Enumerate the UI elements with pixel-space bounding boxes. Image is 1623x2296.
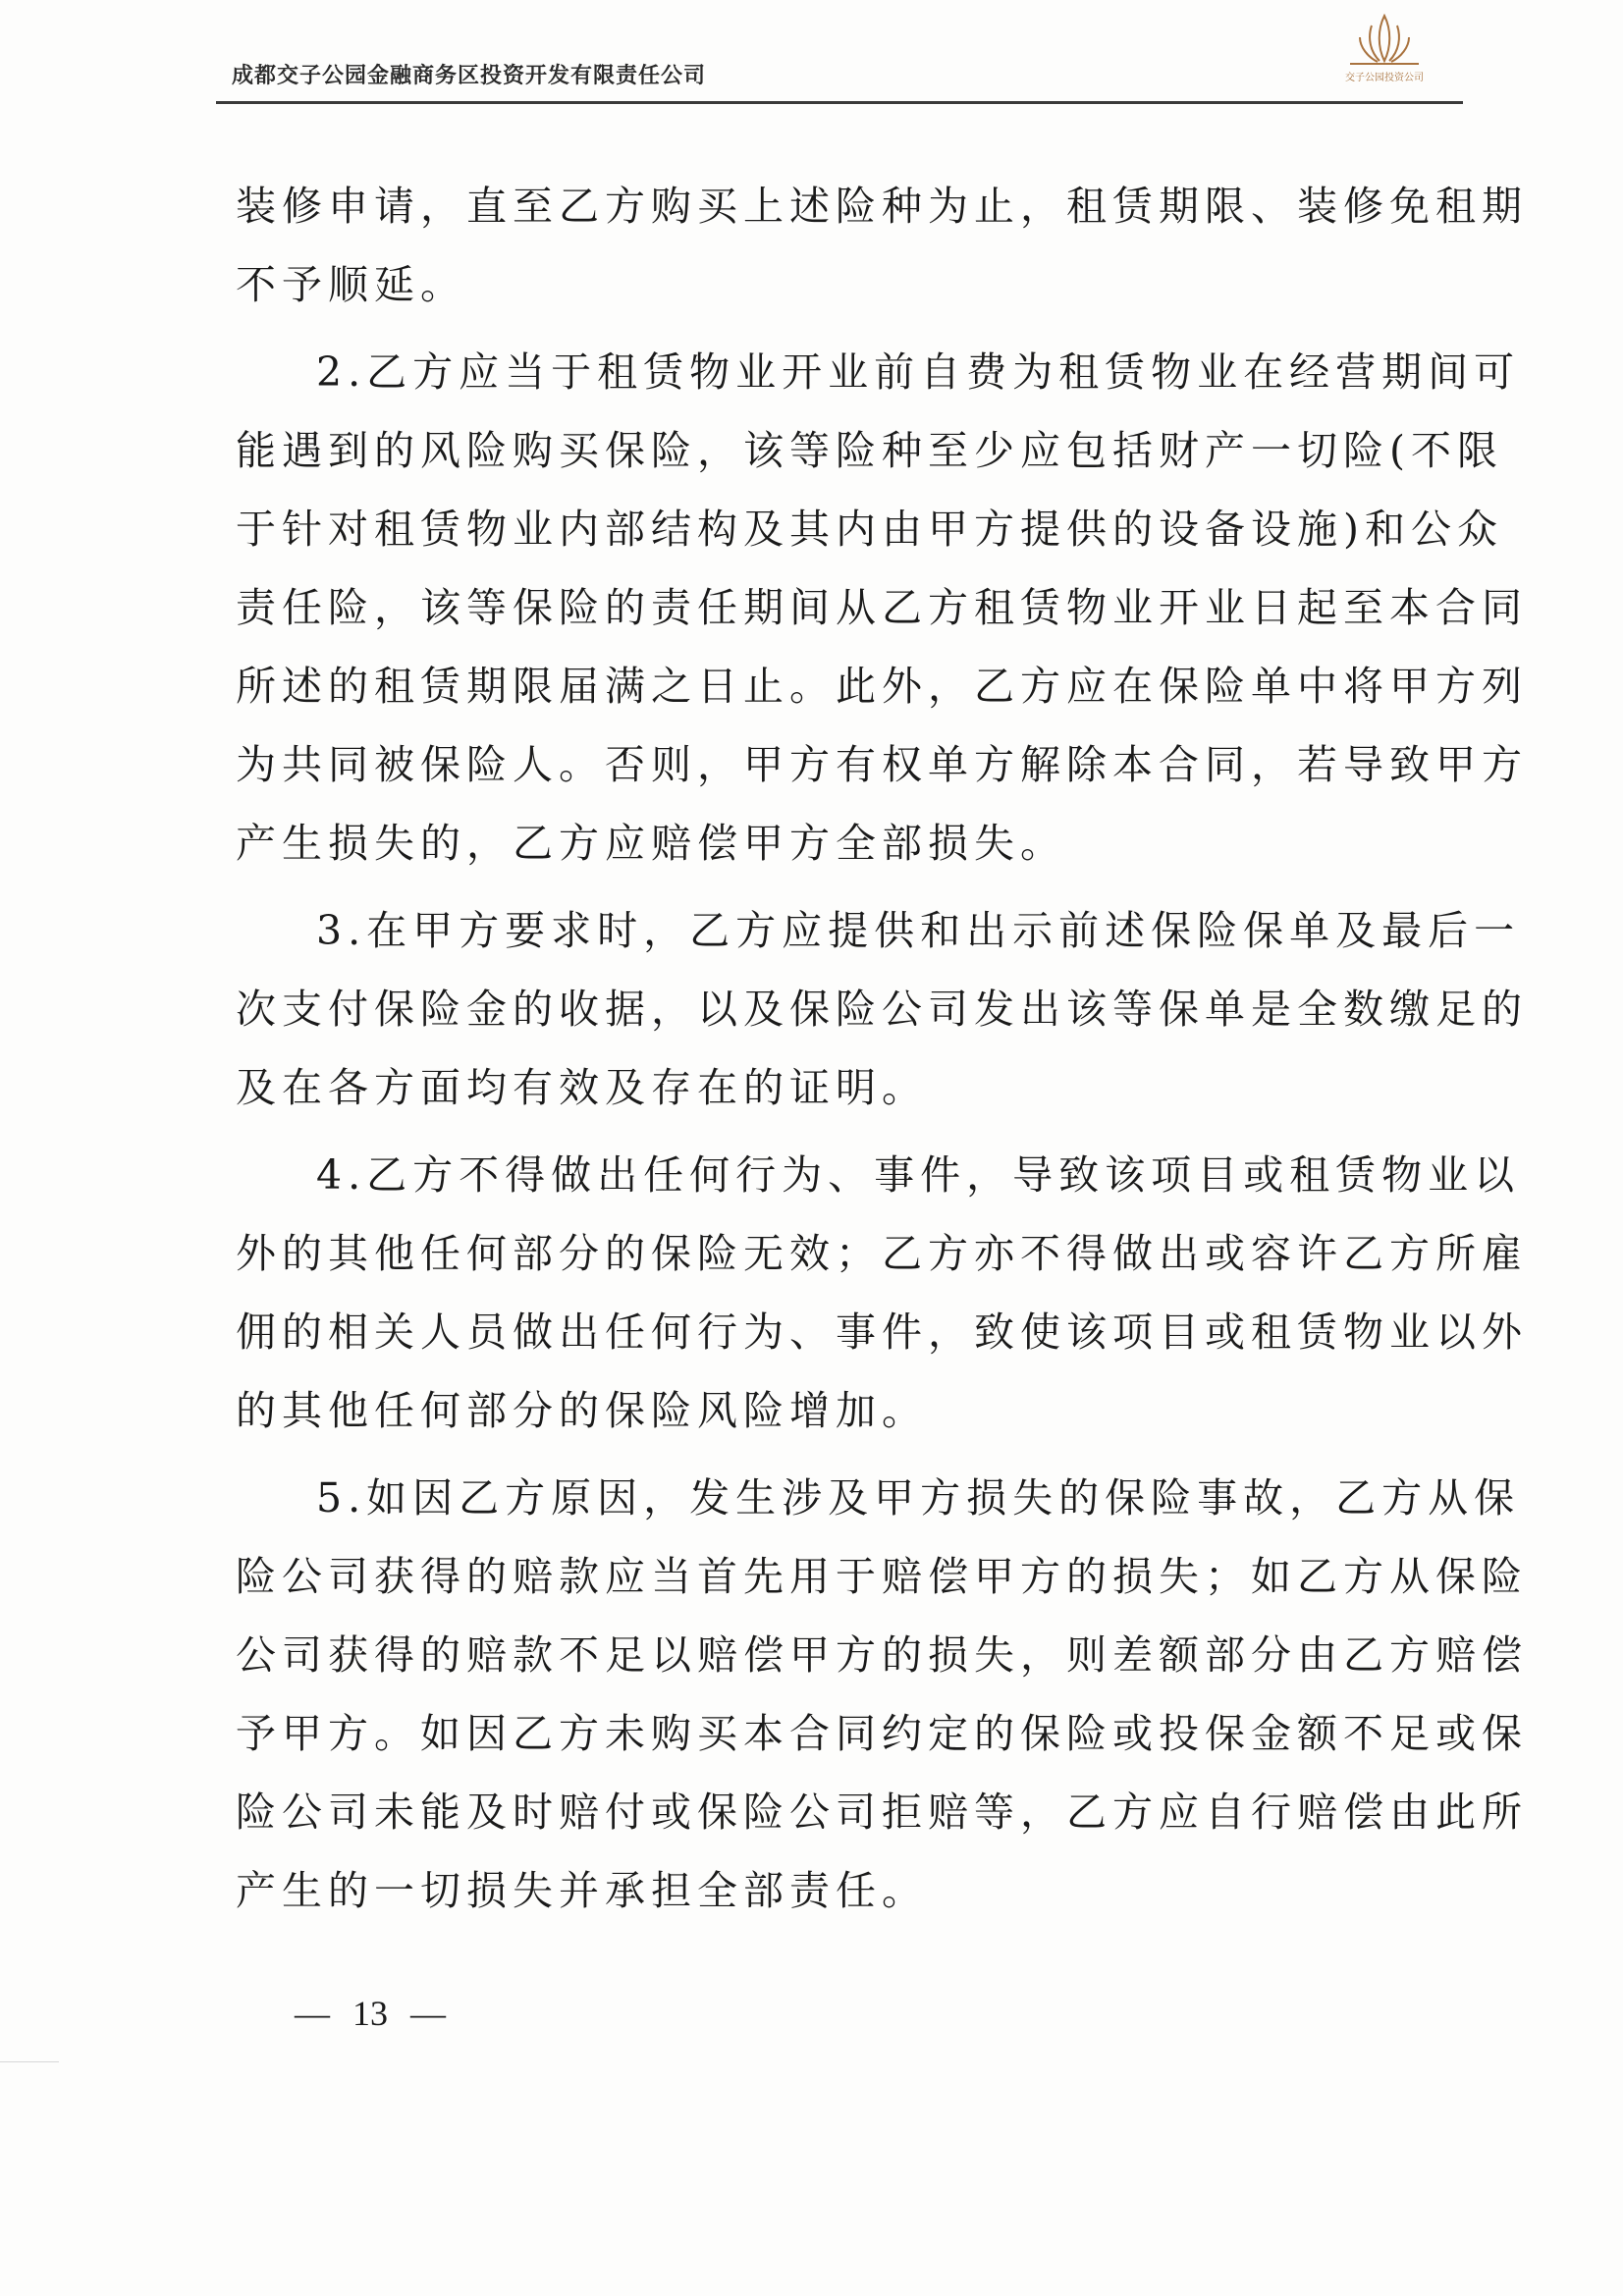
logo-mark-icon <box>1330 8 1438 69</box>
text-line: 及在各方面均有效及存在的证明。 <box>236 1064 928 1111</box>
text-line: 装修申请，直至乙方购买上述险种为止，租赁期限、装修免租期 <box>236 183 1528 230</box>
text-line: 险公司获得的赔款应当首先用于赔偿甲方的损失；如乙方从保险 <box>236 1553 1528 1600</box>
text-line: 所述的租赁期限届满之日止。此外，乙方应在保险单中将甲方列 <box>236 663 1528 710</box>
text-line: 险公司未能及时赔付或保险公司拒赔等，乙方应自行赔偿由此所 <box>236 1789 1528 1836</box>
text-line: 的其他任何部分的保险风险增加。 <box>236 1387 928 1434</box>
text-line: 5.如因乙方原因，发生涉及甲方损失的保险事故，乙方从保 <box>316 1474 1521 1522</box>
logo-caption: 交子公园投资公司 <box>1345 73 1424 83</box>
company-name: 成都交子公园金融商务区投资开发有限责任公司 <box>232 64 707 88</box>
scan-edge-mark <box>0 2061 59 2062</box>
header-rule <box>216 101 1463 104</box>
text-line: 不予顺延。 <box>236 261 466 308</box>
paragraph <box>236 1459 1528 1930</box>
paragraph <box>236 167 1528 324</box>
page-number: — 13 — <box>295 1994 446 2033</box>
text-line: 2.乙方应当于租赁物业开业前自费为租赁物业在经营期间可 <box>316 348 1521 396</box>
text-line: 外的其他任何部分的保险无效；乙方亦不得做出或容许乙方所雇 <box>236 1230 1528 1277</box>
text-line: 为共同被保险人。否则，甲方有权单方解除本合同，若导致甲方 <box>236 741 1528 788</box>
text-line: 4.乙方不得做出任何行为、事件，导致该项目或租赁物业以 <box>316 1151 1521 1199</box>
text-line: 产生的一切损失并承担全部责任。 <box>236 1867 928 1914</box>
text-line: 产生损失的，乙方应赔偿甲方全部损失。 <box>236 820 1066 867</box>
text-line: 次支付保险金的收据，以及保险公司发出该等保单是全数缴足的 <box>236 986 1528 1033</box>
paragraph <box>236 1136 1528 1450</box>
text-line: 佣的相关人员做出任何行为、事件，致使该项目或租赁物业以外 <box>236 1308 1528 1356</box>
text-line: 予甲方。如因乙方未购买本合同约定的保险或投保金额不足或保 <box>236 1710 1528 1757</box>
text-line: 3.在甲方要求时，乙方应提供和出示前述保险保单及最后一 <box>316 907 1521 954</box>
page-header <box>196 29 1434 108</box>
text-line: 能遇到的风险购买保险，该等险种至少应包括财产一切险(不限 <box>236 427 1503 474</box>
text-line: 公司获得的赔款不足以赔偿甲方的损失，则差额部分由乙方赔偿 <box>236 1631 1528 1679</box>
company-logo <box>1330 8 1438 96</box>
paragraph <box>236 891 1528 1127</box>
text-line: 于针对租赁物业内部结构及其内由甲方提供的设备设施)和公众 <box>236 506 1503 553</box>
paragraph <box>236 333 1528 882</box>
text-line: 责任险，该等保险的责任期间从乙方租赁物业开业日起至本合同 <box>236 584 1528 631</box>
document-body <box>236 167 1528 1930</box>
